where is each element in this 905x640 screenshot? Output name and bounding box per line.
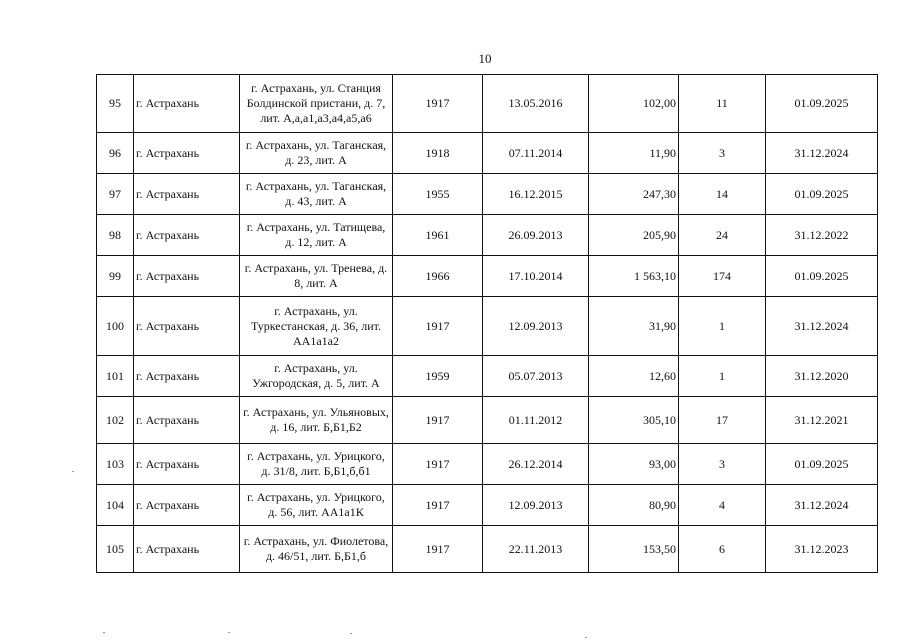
table-row bbox=[97, 256, 878, 297]
row-number: 103 bbox=[97, 444, 134, 485]
date-cell: 12.09.2013 bbox=[483, 297, 589, 356]
area-cell: 102,00 bbox=[589, 75, 679, 133]
row-number: 102 bbox=[97, 397, 134, 444]
area-cell: 153,50 bbox=[589, 526, 679, 573]
page-number: 10 bbox=[478, 51, 492, 66]
deadline-cell: 01.09.2025 bbox=[766, 444, 878, 485]
row-number: 98 bbox=[97, 215, 134, 256]
address-cell: г. Астрахань, ул. Ужгородская, д. 5, лит. А bbox=[240, 356, 393, 397]
date-cell: 13.05.2016 bbox=[483, 75, 589, 133]
city-cell: г. Астрахань bbox=[134, 174, 240, 215]
residents-cell: 11 bbox=[679, 75, 766, 133]
address-cell: г. Астрахань, ул. Ульяновых, д. 16, лит. Б,Б1,Б2 bbox=[240, 397, 393, 444]
address-cell: г. Астрахань, ул. Фиолетова, д. 46/51, лит. Б,Б1,б bbox=[240, 526, 393, 573]
deadline-cell: 31.12.2024 bbox=[766, 485, 878, 526]
deadline-cell: 31.12.2021 bbox=[766, 397, 878, 444]
table-row bbox=[97, 297, 878, 356]
year-cell: 1917 bbox=[393, 444, 483, 485]
residents-cell: 4 bbox=[679, 485, 766, 526]
table-row bbox=[97, 444, 878, 485]
date-cell: 01.11.2012 bbox=[483, 397, 589, 444]
date-cell: 05.07.2013 bbox=[483, 356, 589, 397]
row-number: 100 bbox=[97, 297, 134, 356]
year-cell: 1961 bbox=[393, 215, 483, 256]
year-cell: 1959 bbox=[393, 356, 483, 397]
address-cell: г. Астрахань, ул. Татищева, д. 12, лит. А bbox=[240, 215, 393, 256]
area-cell: 205,90 bbox=[589, 215, 679, 256]
row-number: 101 bbox=[97, 356, 134, 397]
residents-cell: 174 bbox=[679, 256, 766, 297]
table-row bbox=[97, 485, 878, 526]
city-cell: г. Астрахань bbox=[134, 133, 240, 174]
scan-speck bbox=[228, 632, 230, 633]
address-cell: г. Астрахань, ул. Урицкого, д. 31/8, лит. Б,Б1,б,б1 bbox=[240, 444, 393, 485]
date-cell: 26.12.2014 bbox=[483, 444, 589, 485]
deadline-cell: 01.09.2025 bbox=[766, 75, 878, 133]
year-cell: 1917 bbox=[393, 526, 483, 573]
address-cell: г. Астрахань, ул. Станция Болдинской пристани, д. 7, лит. А,а,а1,а3,а4,а5,а6 bbox=[240, 75, 393, 133]
scan-speck bbox=[350, 633, 352, 634]
residents-cell: 1 bbox=[679, 356, 766, 397]
residents-cell: 1 bbox=[679, 297, 766, 356]
residents-cell: 3 bbox=[679, 133, 766, 174]
table-row bbox=[97, 526, 878, 573]
date-cell: 22.11.2013 bbox=[483, 526, 589, 573]
table-row bbox=[97, 174, 878, 215]
city-cell: г. Астрахань bbox=[134, 485, 240, 526]
row-number: 105 bbox=[97, 526, 134, 573]
city-cell: г. Астрахань bbox=[134, 215, 240, 256]
table-row bbox=[97, 397, 878, 444]
deadline-cell: 31.12.2023 bbox=[766, 526, 878, 573]
area-cell: 247,30 bbox=[589, 174, 679, 215]
address-cell: г. Астрахань, ул. Урицкого, д. 56, лит. АА1а1К bbox=[240, 485, 393, 526]
residents-cell: 24 bbox=[679, 215, 766, 256]
year-cell: 1917 bbox=[393, 397, 483, 444]
year-cell: 1917 bbox=[393, 297, 483, 356]
deadline-cell: 01.09.2025 bbox=[766, 256, 878, 297]
area-cell: 80,90 bbox=[589, 485, 679, 526]
row-number: 104 bbox=[97, 485, 134, 526]
area-cell: 31,90 bbox=[589, 297, 679, 356]
table-row bbox=[97, 133, 878, 174]
year-cell: 1917 bbox=[393, 75, 483, 133]
city-cell: г. Астрахань bbox=[134, 256, 240, 297]
scan-speck bbox=[585, 637, 587, 638]
deadline-cell: 01.09.2025 bbox=[766, 174, 878, 215]
deadline-cell: 31.12.2024 bbox=[766, 133, 878, 174]
row-number: 97 bbox=[97, 174, 134, 215]
address-cell: г. Астрахань, ул. Таганская, д. 43, лит. А bbox=[240, 174, 393, 215]
date-cell: 12.09.2013 bbox=[483, 485, 589, 526]
residents-cell: 3 bbox=[679, 444, 766, 485]
row-number: 99 bbox=[97, 256, 134, 297]
deadline-cell: 31.12.2020 bbox=[766, 356, 878, 397]
row-number: 95 bbox=[97, 75, 134, 133]
residents-cell: 17 bbox=[679, 397, 766, 444]
residents-cell: 6 bbox=[679, 526, 766, 573]
table-row bbox=[97, 75, 878, 133]
scan-speck bbox=[72, 471, 74, 472]
address-cell: г. Астрахань, ул. Туркестанская, д. 36, лит. АА1а1а2 bbox=[240, 297, 393, 356]
date-cell: 17.10.2014 bbox=[483, 256, 589, 297]
city-cell: г. Астрахань bbox=[134, 297, 240, 356]
year-cell: 1955 bbox=[393, 174, 483, 215]
area-cell: 305,10 bbox=[589, 397, 679, 444]
deadline-cell: 31.12.2022 bbox=[766, 215, 878, 256]
table-row bbox=[97, 215, 878, 256]
city-cell: г. Астрахань bbox=[134, 526, 240, 573]
residents-cell: 14 bbox=[679, 174, 766, 215]
area-cell: 11,90 bbox=[589, 133, 679, 174]
year-cell: 1918 bbox=[393, 133, 483, 174]
city-cell: г. Астрахань bbox=[134, 356, 240, 397]
scan-speck bbox=[103, 632, 105, 633]
city-cell: г. Астрахань bbox=[134, 75, 240, 133]
address-cell: г. Астрахань, ул. Тренева, д. 8, лит. А bbox=[240, 256, 393, 297]
table-row bbox=[97, 356, 878, 397]
year-cell: 1966 bbox=[393, 256, 483, 297]
year-cell: 1917 bbox=[393, 485, 483, 526]
area-cell: 93,00 bbox=[589, 444, 679, 485]
housing-registry-table bbox=[96, 74, 878, 573]
row-number: 96 bbox=[97, 133, 134, 174]
address-cell: г. Астрахань, ул. Таганская, д. 23, лит. А bbox=[240, 133, 393, 174]
city-cell: г. Астрахань bbox=[134, 444, 240, 485]
area-cell: 12,60 bbox=[589, 356, 679, 397]
date-cell: 26.09.2013 bbox=[483, 215, 589, 256]
date-cell: 16.12.2015 bbox=[483, 174, 589, 215]
deadline-cell: 31.12.2024 bbox=[766, 297, 878, 356]
area-cell: 1 563,10 bbox=[589, 256, 679, 297]
city-cell: г. Астрахань bbox=[134, 397, 240, 444]
date-cell: 07.11.2014 bbox=[483, 133, 589, 174]
